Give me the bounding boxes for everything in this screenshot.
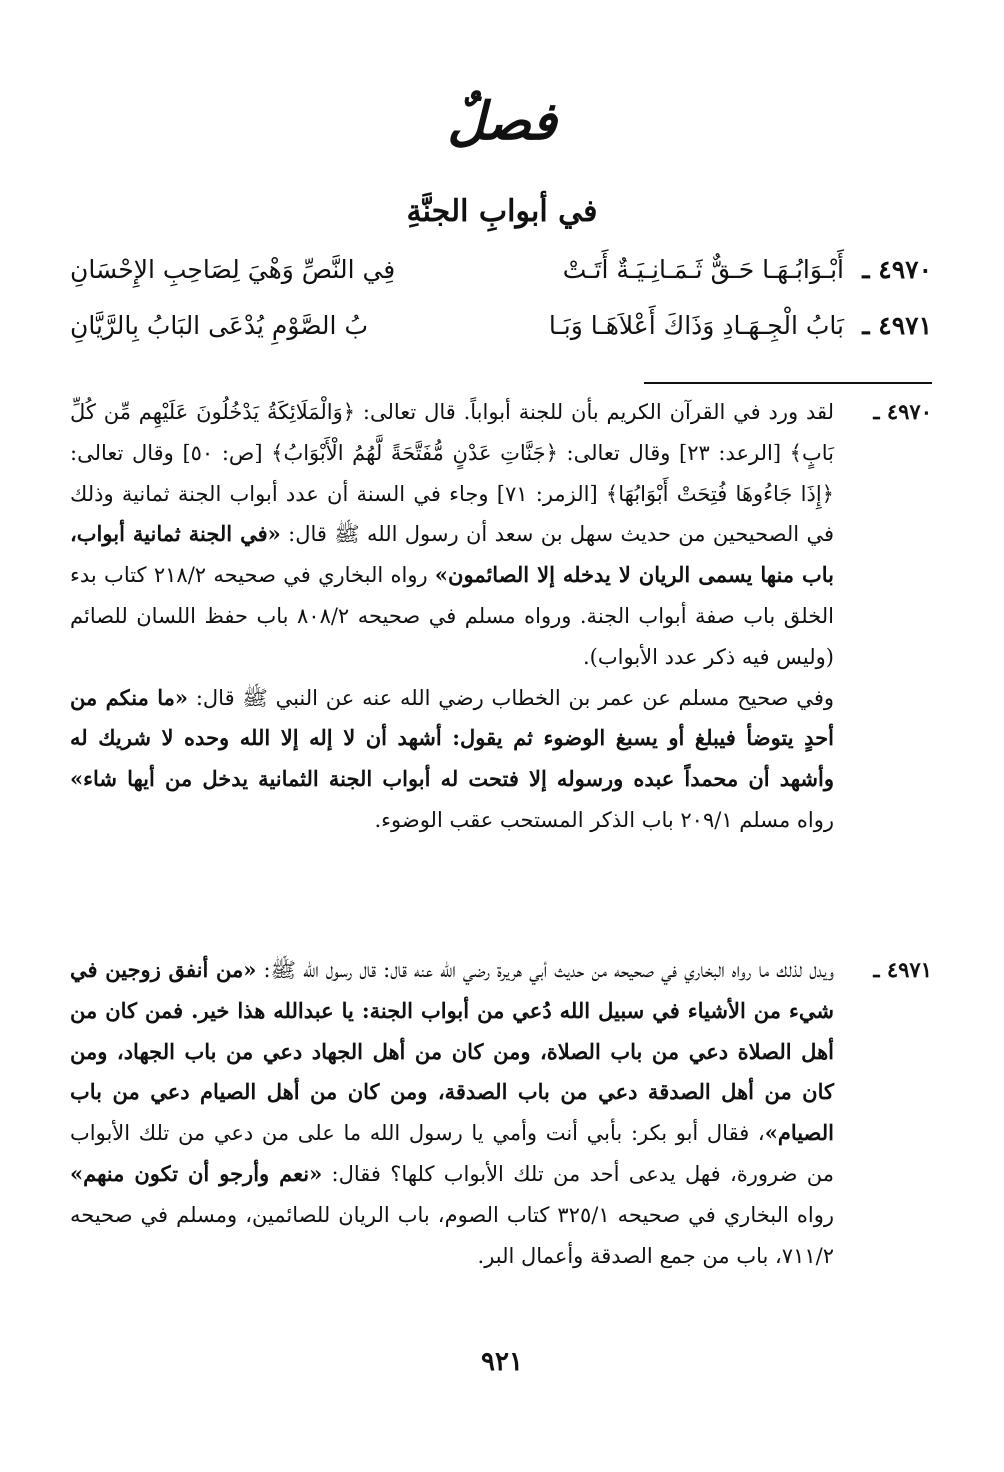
hadith-quote: «من أنفق زوجين في شيء من الأشياء في سبيل الله دُعي من أبواب الجنة: يا عبدالله هذا خير. فمن كان من أهل الصلاة دعي من باب الصلاة، ومن كان من أهل الجهاد دعي من باب الجهاد، ومن كان من أهل الصدقة دعي من باب الصدقة، ومن كان من أهل الصيام دعي من باب الصيام»: [70, 957, 834, 1146]
footnote-paragraph: وفي صحيح مسلم عن عمر بن الخطاب رضي الله عنه عن النبي ﷺ قال: «ما منكم من أحدٍ يتوضأ فيبلغ أو يسبغ الوضوء ثم يقول: أشهد أن لا إله إلا الله وحده لا شريك له وأشهد أن محمداً عبده ورسوله إلا فتحت له أبواب الجنة الثمانية يدخل من أيها شاء» رواه مسلم ٢٠٩/١ باب الذكر المستحب عقب الوضوء.: [70, 684, 834, 832]
footnote: [70, 392, 932, 841]
page-number: ٩٢١: [481, 1347, 523, 1377]
hadith-quote: «نعم وأرجو أن تكون منهم»: [70, 1160, 323, 1186]
verse-line: [70, 304, 932, 348]
verse-first-hemistich: أَبْـوَابُـهَـا حَـقٌّ ثَـمَـانِـيَـةٌ أَتَـتْ: [562, 255, 844, 284]
footnote-body: [70, 392, 834, 841]
footnote-paragraph: لقد ورد في القرآن الكريم بأن للجنة أبواباً. قال تعالى: ﴿وَالْمَلَائِكَةُ يَدْخُلُونَ عَلَيْهِم مِّن كُلِّ بَابٍ﴾ [الرعد: ٢٣] وقال تعالى: ﴿جَنَّاتِ عَدْنٍ مُّفَتَّحَةً لَّهُمُ الْأَبْوَابُ﴾ [ص: ٥٠] وقال تعالى: ﴿إِذَا جَاءُوهَا فُتِحَتْ أَبْوَابُهَا﴾ [الزمر: ٧١] وجاء في السنة أن عدد أبواب الجنة ثمانية وذلك في الصحيحين من حديث سهل بن سعد أن رسول الله ﷺ قال: «في الجنة ثمانية أبواب، باب منها يسمى الريان لا يدخله إلا الصائمون» رواه البخاري في صحيحه ٢١٨/٢ كتاب بدء الخلق باب صفة أبواب الجنة. ورواه مسلم في صحيحه ٨٠٨/٢ باب حفظ اللسان للصائم (وليس فيه ذكر عدد الأبواب).: [70, 400, 835, 669]
verse-second-hemistich: بُ الصَّوْمِ يُدْعَى البَابُ بِالرَّيَّانِ: [70, 311, 368, 340]
verse-number: ٤٩٧١ ـ: [862, 311, 932, 340]
verse-second-hemistich: فِي النَّصِّ وَهْيَ لِصَاحِبِ الإِحْسَانِ: [70, 255, 396, 284]
verse-first-hemistich: بَابُ الْجِـهَـادِ وَذَاكَ أَعْلاَهَـا وَبَـا: [548, 311, 844, 340]
hadith-quote: «ما منكم من أحدٍ يتوضأ فيبلغ أو يسبغ الوضوء ثم يقول: أشهد أن لا إله إلا الله وحده لا شريك له وأشهد أن محمداً عبده ورسوله إلا فتحت له أبواب الجنة الثمانية يدخل من أيها شاء»: [70, 684, 834, 792]
footnote-body: [70, 950, 834, 1276]
footnote-paragraph: ويدل لذلك ما رواه البخاري في صحيحه من حديث أبي هريرة رضي الله عنه قال: قال رسول الله ﷺ: «من أنفق زوجين في شيء من الأشياء في سبيل الله دُعي من أبواب الجنة: يا عبدالله هذا خير. فمن كان من أهل الصلاة دعي من باب الصلاة، ومن كان من أهل الجهاد دعي من باب الجهاد، ومن كان من أهل الصدقة دعي من باب الصدقة، ومن كان من أهل الصيام دعي من باب الصيام»، فقال أبو بكر: بأبي أنت وأمي يا رسول الله ما على من دعي من تلك الأبواب من ضرورة، فهل يدعى أحد من تلك الأبواب كلها؟ فقال: «نعم وأرجو أن تكون منهم» رواه البخاري في صحيحه ٣٢٥/١ كتاب الصوم، باب الريان للصائمين، ومسلم في صحيحه ٧١١/٢، باب من جمع الصدقة وأعمال البر.: [70, 957, 834, 1268]
footnote: [70, 950, 932, 1276]
chapter-title: فصلٌ: [447, 91, 557, 152]
footnote-number: ٤٩٧٠ ـ: [873, 399, 932, 424]
footnote-number: ٤٩٧١ ـ: [873, 957, 932, 982]
verse-number: ٤٩٧٠ ـ: [862, 255, 932, 284]
verse-line: [70, 248, 932, 292]
footnote-separator: [644, 382, 932, 384]
section-title: في أبوابِ الجنَّةِ: [406, 194, 598, 229]
hadith-quote: «في الجنة ثمانية أبواب، باب منها يسمى الريان لا يدخله إلا الصائمون»: [70, 521, 834, 588]
